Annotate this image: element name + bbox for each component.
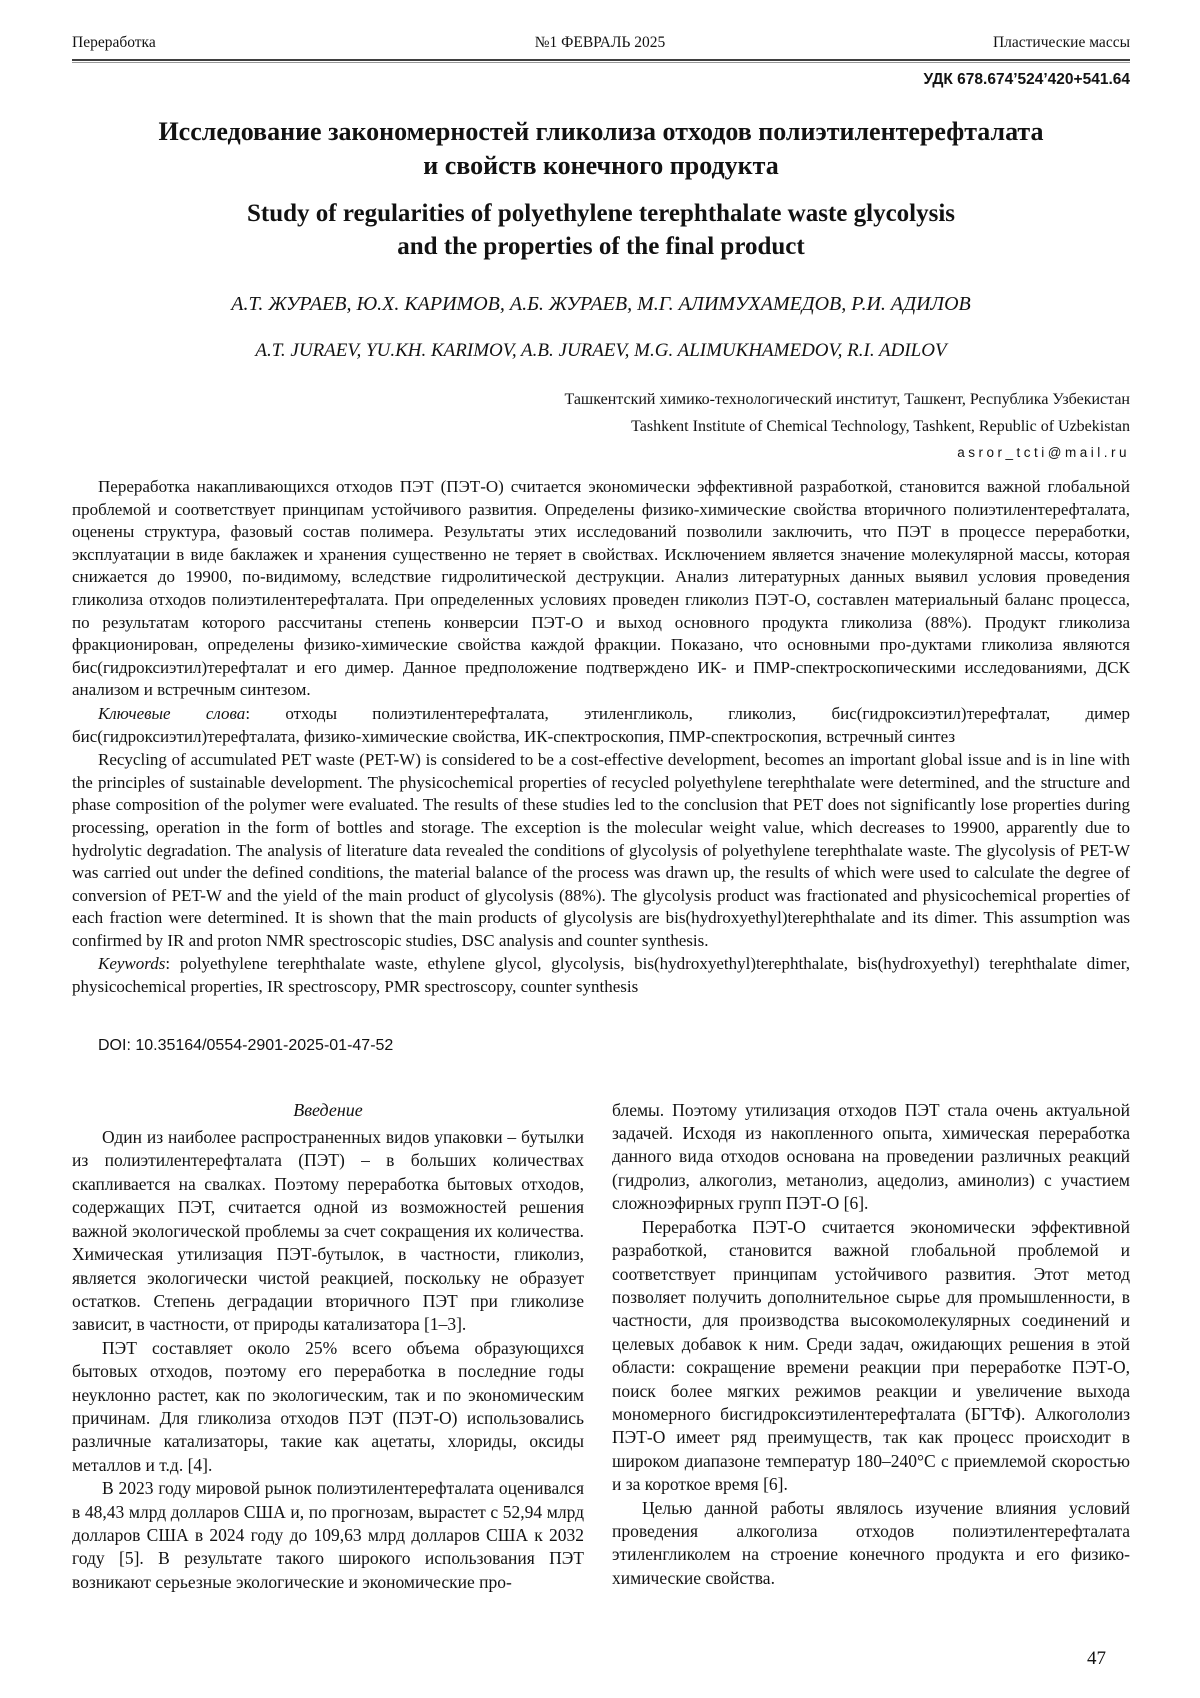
intro-columns — [72, 1099, 1130, 1595]
contact-email: asror_tcti@mail.ru — [957, 445, 1130, 460]
intro-left-paragraph-3: В 2023 году мировой рынок полиэтилентерефталата оценивался в 48,43 млрд долларов США и, по прогнозам, вырастет с 52,94 млрд долларов США в 2024 году до 109,63 млрд долларов США к 2032 году [5]. В результате такого широкого использования ПЭТ возникают серьезные экологические и экономические про- — [72, 1478, 584, 1592]
affiliation-ru: Ташкентский химико-технологический институт, Ташкент, Республика Узбекистан — [564, 391, 1130, 408]
authors-en: A.T. JURAEV, YU.KH. KARIMOV, A.B. JURAEV, M.G. ALIMUKHAMEDOV, R.I. ADILOV — [255, 340, 947, 361]
intro-column-left — [72, 1099, 584, 1595]
running-head-issue: №1 ФЕВРАЛЬ 2025 — [534, 34, 666, 51]
abstract-block — [72, 476, 1130, 999]
authors-ru: А.Т. ЖУРАЕВ, Ю.Х. КАРИМОВ, А.Б. ЖУРАЕВ, М.Г. АЛИМУХАМЕДОВ, Р.И. АДИЛОВ — [231, 293, 971, 315]
affiliation — [72, 386, 1130, 440]
page-number: 47 — [1087, 1648, 1106, 1669]
abstract-ru: Переработка накапливающихся отходов ПЭТ (ПЭТ-О) считается экономически эффективной разработкой, становится важной глобальной проблемой и соответствует принципам устойчивого развития. Определены физико-химические свойства вторичного полиэтилентерефталата, оценены структура, фазовый состав полимера. Результаты этих исследований позволили заключить, что ПЭТ в процессе переработки, эксплуатации в виде баклажек и хранения существенно не теряет в свойствах. Исключением является значение молекулярной массы, которая снижается до 19900, по-видимому, вследствие гидролитической деструкции. Анализ литературных данных выявил условия проведения гликолиза отходов полиэтилентерефталата. При определенных условиях проведен гликолиз ПЭТ-О, составлен материальный баланс процесса, по результатам которого рассчитаны степень конверсии ПЭТ-О и выход основного продукта гликолиза (88%). Продукт гликолиза фракционирован, определены физико-химические свойства каждой фракции. Показано, что основными про-дуктами гликолиза являются бис(гидроксиэтил)терефталат и его димер. Данное предположение подтверждено ИК- и ПМР-спектроскопическими исследованиями, ДСК анализом и встречным синтезом. — [72, 477, 1130, 700]
article-title-en-line2: and the properties of the final product — [397, 233, 805, 260]
article-title-ru-line2: и свойств конечного продукта — [423, 151, 779, 180]
intro-column-right — [612, 1099, 1130, 1595]
article-title-ru — [72, 115, 1130, 183]
article-title-en — [72, 197, 1130, 263]
intro-left-paragraph-1: Один из наиболее распространенных видов упаковки – бутылки из полиэтилентерефталата (ПЭТ) – в больших количествах скапливается на свалках. Поэтому переработка бытовых отходов, содержащих ПЭТ, считается одной из возможностей решения важной экологической проблемы за счет сокращения их количества. Химическая утилизация ПЭТ-бутылок, в частности, гликолиз, является экологически чистой реакцией, поскольку не образует остатков. Степень деградации вторичного ПЭТ при гликолизе зависит, в частности, от природы катализатора [1–3]. — [72, 1127, 584, 1335]
affiliation-en: Tashkent Institute of Chemical Technology, Tashkent, Republic of Uzbekistan — [631, 418, 1130, 435]
udk-code: УДК 678.674’524’420+541.64 — [923, 71, 1130, 88]
keywords-ru-label: Ключевые слова — [98, 703, 246, 723]
running-head-section: Переработка — [72, 34, 156, 51]
intro-left-paragraph-2: ПЭТ составляет около 25% всего объема образующихся бытовых отходов, поэтому его переработка в последние годы неуклонно растет, как по экологическим, так и по экономическим причинам. Для гликолиза отходов ПЭТ (ПЭТ-О) использовались различные катализаторы, такие как ацетаты, хлориды, оксиды металлов и т.д. [4]. — [72, 1337, 584, 1475]
article-title-ru-line1: Исследование закономерностей гликолиза отходов полиэтилентерефталата — [158, 117, 1044, 146]
intro-right-paragraph-2: Переработка ПЭТ-О считается экономически эффективной разработкой, становится важной глобальной проблемой и соответствует принципам устойчивого развития. Этот метод позволяет получить дополнительное сырье для промышленности, в частности, для производства высокомолекулярных соединений и целевых добавок к ним. Среди задач, ожидающих решения в этой области: сокращение времени реакции при переработке ПЭТ-О, поиск более мягких режимов реакции и увеличение выхода мономерного бисгидроксиэтилентерефталата (БГТФ). Алкогололиз ПЭТ-О имеет ряд преимуществ, так как процесс происходит в широком диапазоне температур 180–240°C с приемлемой скоростью и за короткое время [6]. — [612, 1216, 1130, 1495]
intro-heading: Введение — [293, 1099, 363, 1120]
doi-line: DOI: 10.35164/0554-2901-2025-01-47-52 — [98, 1036, 394, 1054]
keywords-ru-text: : отходы полиэтилентерефталата, этиленгликоль, гликолиз, бис(гидроксиэтил)терефталат, димер бис(гидроксиэтил)терефталата, физико-химические свойства, ИК-спектроскопия, ПМР-спектроскопия, встречный синтез — [72, 703, 1130, 746]
keywords-en-label: Keywords — [98, 954, 166, 974]
header-rule — [72, 59, 1130, 63]
intro-right-paragraph-1: блемы. Поэтому утилизация отходов ПЭТ стала очень актуальной задачей. Исходя из накопленного опыта, химическая переработка данного вида отходов основана на проведении различных реакций (гидролиз, алкоголиз, метанолиз, ацедолиз, аминолиз) с участием сложноэфирных групп ПЭТ-О [6]. — [612, 1099, 1130, 1214]
abstract-en: Recycling of accumulated PET waste (PET-W) is considered to be a cost-effective development, becomes an important global issue and is in line with the principles of sustainable development. The physicochemical properties of recycled polyethylene terephthalate were determined, and the structure and phase composition of the polymer were evaluated. The results of these studies led to the conclusion that PET does not significantly lose properties during processing, operation in the form of bottles and storage. The exception is the molecular weight value, which decreases to 19900, apparently due to hydrolytic degradation. The analysis of literature data revealed the conditions of glycolysis of polyethylene terephthalate waste. The glycolysis of PET-W was carried out under the defined conditions, the material balance of the process was drawn up, the results of which were used to calculate the degree of conversion of PET-W and the yield of the main product of glycolysis (88%). The glycolysis product was fractionated and physicochemical properties of each fraction were determined. It is shown that the main products of glycolysis are bis(hydroxyethyl)terephthalate and its dimer. This assumption was confirmed by IR and proton NMR spectroscopic studies, DSC analysis and counter synthesis. — [72, 750, 1130, 950]
running-head-journal: Пластические массы — [992, 34, 1130, 51]
running-head — [72, 34, 1130, 52]
article-title-en-line1: Study of regularities of polyethylene terephthalate waste glycolysis — [246, 200, 956, 227]
intro-right-paragraph-3: Целью данной работы являлось изучение влияния условий проведения алкоголиза отходов полиэтилентерефталата этиленгликолем на строение конечного продукта и его физико- химические свойства. — [612, 1497, 1130, 1588]
keywords-ru — [72, 703, 1130, 748]
keywords-en — [72, 953, 1130, 998]
keywords-en-text: : polyethylene terephthalate waste, ethylene glycol, glycolysis, bis(hydroxyethyl)terephthalate, bis(hydroxyethyl) terephthalate dimer, physicochemical properties, IR spectroscopy, PMR spectroscopy, counter synthesis — [72, 954, 1130, 997]
